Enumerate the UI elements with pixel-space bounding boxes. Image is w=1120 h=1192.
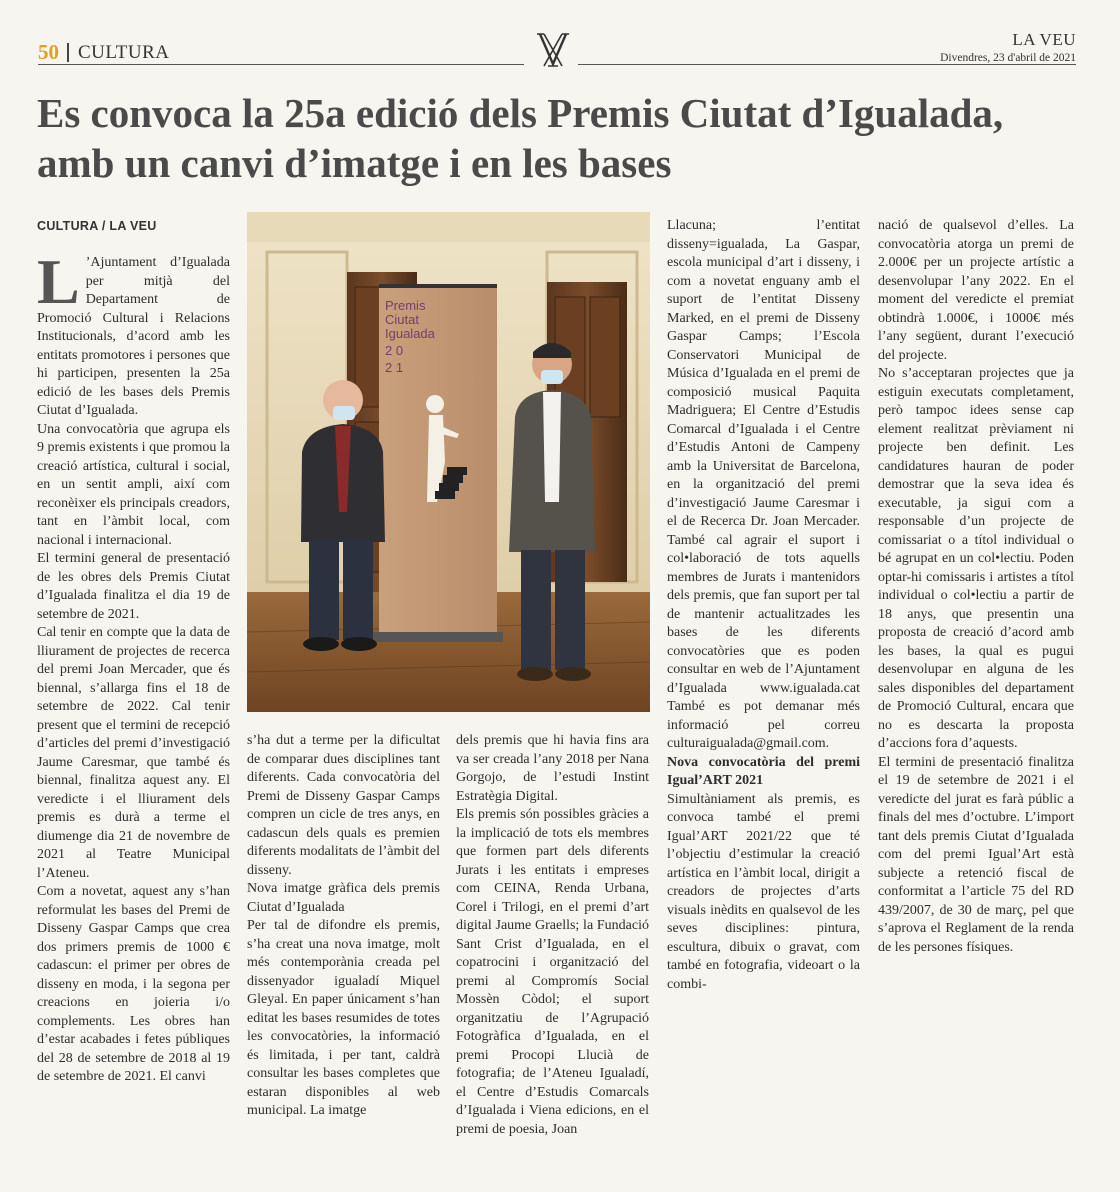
paragraph-text: ’Ajuntament d’Igualada per mitjà del Departament de Promoció Cultural i Relacions Institucionals, d’acord amb les entitats promotores i persones que hi participen, presenten la 25a edició de les bases dels Premis Ciutat d’Igualada. [37,255,230,418]
paragraph: nació de qualsevol d’elles. La convocatòria atorga un premi de 2.000€ per un projecte artístic a desenvolupar l’any 2022. En el moment del veredicte el premiat obtindrà 1.000€, i 1000€ més l’any següent, durant l’execució del projecte. [878,218,1074,363]
banner-text: 2 0 [385,343,404,358]
article-column-3 [456,732,649,1139]
paragraph: Una convocatòria que agrupa els 9 premis existents i que promou la creació artística, cultural i social, en un sentit ampli, així com reconèixer els principals creadors, tant en l’àmbit local, com nacional i internacional. [37,421,230,548]
headline-line-2: amb un canvi d’imatge i en les bases [37,140,672,186]
page-header-right [940,30,1076,64]
paragraph: Els premis són possibles gràcies a la implicació de tots els membres que formen part dels diferents Jurats i les entitats i empreses com CEINA, Renda Urbana, Corel i Trilogi, en el premi d’art digital Jaume Graells; la Fundació Sant Crist d’Igualada, en el copatrocini i organització del premi al Compromís Social Mossèn Còdol; el suport organitzatiu de l’Agrupació Fotogràfica d’Igualada, en el premi Procopi Llucià de fotografia; de l’Ateneu Igualadí, el Centre d’Estudis Comarcals d’Igualada i Viena edicions, en el premi de poesia, Joan [456,807,649,1137]
paragraph: Simultàniament als premis, es convoca també el premi Igual’ART 2021/22 que té l’objectiu d’estimular la creació artística en l’àmbit local, dirigit a creadors de projectes d’arts visuals inèdits en qualsevol de les seves disciplines: pintura, escultura, dibuix o gravat, com també en fotografia, videoart o la combi- [667,791,860,992]
section-name: CULTURA [78,41,170,63]
headline-line-1: Es convoca la 25a edició dels Premis Ciutat d’Igualada, [37,90,1004,136]
paragraph: dels premis que hi havia fins ara va ser creada l’any 2018 per Nana Gorgojo, de l’estudi Instint Estratègia Digital. [456,733,649,804]
article-column-1 [37,246,230,1087]
header-divider [67,43,69,62]
banner-text: Premis [385,298,426,313]
paragraph: Cal tenir en compte que la data de lliurament de projectes de recerca del premi Joan Mercader, que és biennal, s’allarga fins el 18 de setembre de 2022. Cal tenir present que el termini de recepció d’articles del premi d’investigació Jaume Caresmar, que també és biennal, finalitza aquest any. El veredicte i el lliurament dels premis es durà a terme el diumenge dia 21 de novembre de 2021 al Teatre Municipal l’Ateneu. [37,625,230,881]
paragraph: Per tal de difondre els premis, s’ha creat una nova imatge, molt més contemporània creada pel dissenyador igualadí Miquel Gleyal. En paper únicament s’han editat les bases resumides de totes les convocatòries, la informació és limitada, i per tant, caldrà consultar les bases completes que estaran disponibles al web municipal. La imatge [247,918,440,1118]
header-rule-left [38,64,524,65]
banner-text: Igualada [385,326,435,341]
dropcap: L [37,246,80,317]
header-rule-right [578,64,1076,65]
paragraph [37,246,230,421]
paragraph: No s’acceptaran projectes que ja estiguin executats completament, però tampoc idees sense cap element realitzat prèviament ni projecte ben definit. Les candidatures hauran de poder demostrar que la seva idea és executable, ja sigui com a responsable d’un projecte de comissariat o a títol individual o bé agrupat en un col•lectiu. Poden optar-hi comissaris i artistes a títol individual o col•lectiu a partir de 18 anys, que presentin una proposta de creació d’acord amb les bases, la qual es pugui desenvolupar en alguna de les sales disponibles del departament de Promoció Cultural, encara que no es descarta la proposta d’accions fora d’aquests. [878,366,1074,751]
paragraph: Llacuna; l’entitat disseny=igualada, La Gaspar, escola municipal d’art i disseny, i com a novetat enguany amb el suport de l’entitat Disseny Marked, en el premi de Disseny Gaspar Camps; l’Escola Conservatori Municipal de Música d’Igualada en el premi de composició musical Paquita Madriguera; El Centre d’Estudis Comarcal d’Igualada i el Centre d’Estudis Antoni de Campeny amb la Universitat de Barcelona, en la organització del premi d’investigació Jaume Caresmar i el de Recerca Dr. Joan Mercader. També cal agrair el suport i col•laboració de tots aquells membres de Jurats i mantenidors dels premis, que fan suport per tal de mantenir actualitzades les bases de les diferents convocatòries que es poden consultar en web de l’Ajuntament d’Igualada www.igualada.cat També es pot demanar més informació pel correu culturaigualada@gmail.com. [667,218,860,751]
article-headline [37,88,1087,188]
paragraph: s’ha dut a terme per la dificultat de comparar dues disciplines tant diferents. Cada convocatòria del Premi de Disseny Gaspar Camps compren un cicle de tres anys, en cadascun dels quals es premien diferents modalitats de l’àmbit del disseny. [247,733,440,878]
article-column-2 [247,732,440,1121]
paragraph: El termini general de presentació de les obres dels Premis Ciutat d’Igualada finalitza el dia 19 de setembre de 2021. [37,551,230,622]
article-photo [247,212,650,712]
page-number: 50 [38,40,59,64]
newspaper-name: LA VEU [1012,30,1076,49]
article-column-5 [878,217,1074,957]
subheading: Nova convocatòria del premi Igual’ART 2021 [667,754,860,788]
article-column-4 [667,217,860,994]
byline: CULTURA / LA VEU [37,219,157,233]
newspaper-logo-icon [534,30,572,70]
banner-text: Ciutat [385,312,419,327]
paragraph: Com a novetat, aquest any s’han reformulat les bases del Premi de Disseny Gaspar Camps que crea dos primers premis de 1000 € cadascun: el primer per obres de disseny en moda, i la segona per creacions en joieria i/o complements. Les obres han d’estar acabades i fetes públiques del 28 de setembre de 2018 al 19 de setembre de 2021. El canvi [37,884,230,1084]
page-header-left [38,40,169,65]
issue-date: Divendres, 23 d'abril de 2021 [940,52,1076,64]
photo-scene [247,212,650,712]
paragraph: El termini de presentació finalitza el 19 de setembre de 2021 i el veredicte del jurat es farà públic a finals del mes d’octubre. L’import tant dels premis Ciutat d’Igualada com del premi Igual’Art està subjecte a retenció fiscal de conformitat a l’article 75 del RD 439/2007, de 30 de març, pel que s’aprova el Reglament de la renda de les persones físiques. [878,754,1074,955]
paragraph: Nova imatge gràfica dels premis Ciutat d’Igualada [247,881,440,915]
banner-text: 2 1 [385,360,404,375]
